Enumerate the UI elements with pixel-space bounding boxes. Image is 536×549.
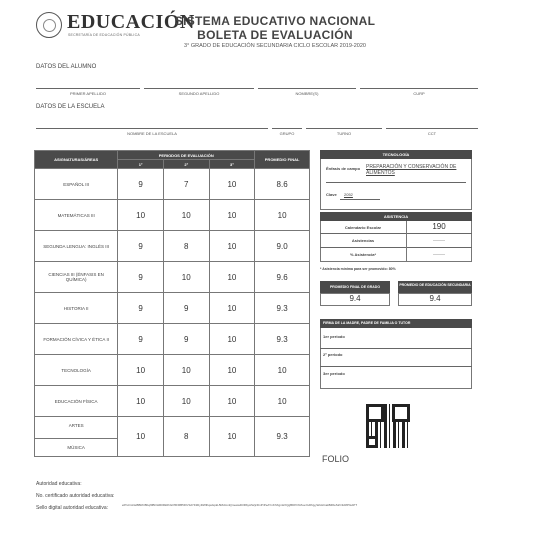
grade-period-2: 10 <box>163 262 209 293</box>
curp-caption: CURP <box>413 91 425 96</box>
turno-caption: TURNO <box>336 131 352 136</box>
porcentaje-value: ——— <box>433 251 445 256</box>
porcentaje-label: % Asistencia* <box>349 252 377 257</box>
certificado-autoridad: No. certificado autoridad educativa: <box>36 493 115 499</box>
asistencia-note: * Asistencia mínima para ser promovido: 80% <box>320 267 396 271</box>
final-grade: 9.3 <box>255 293 310 324</box>
sello-digital-label: Sello digital autoridad educativa: <box>36 505 108 511</box>
final-grade: 10 <box>255 355 310 386</box>
final-grade: 9.6 <box>255 262 310 293</box>
final-grade: 9.3 <box>255 417 310 457</box>
nombre-line <box>258 88 356 89</box>
subject-name: SEGUNDA LENGUA: INGLÉS III <box>35 231 118 262</box>
final-grade: 10 <box>255 200 310 231</box>
asistencia-column-divider <box>406 221 407 262</box>
promedio-secundaria-value: 9.4 <box>429 294 441 303</box>
calendario-value: 190 <box>432 222 446 231</box>
firma-box <box>320 319 472 389</box>
nombre-escuela-caption: NOMBRE DE LA ESCUELA <box>127 131 177 136</box>
asistencia-divider-1 <box>320 233 472 234</box>
grupo-line <box>272 128 302 129</box>
folio-label: FOLIO <box>322 454 350 464</box>
grade-period-1: 9 <box>118 231 164 262</box>
firma-divider-1 <box>320 348 472 349</box>
grade-period-2: 7 <box>163 169 209 200</box>
asistencia-title: ASISTENCIA <box>320 212 472 221</box>
subject-musica: MÚSICA <box>67 445 85 450</box>
grade-period-1: 10 <box>118 417 164 457</box>
subject-artes: ARTES <box>68 423 84 428</box>
grade-period-2: 8 <box>163 417 209 457</box>
tecnologia-box <box>320 150 472 210</box>
table-row <box>35 262 310 293</box>
cct-line <box>386 128 478 129</box>
grade-period-3: 10 <box>209 169 255 200</box>
logo-subtitle: SECRETARÍA DE EDUCACIÓN PÚBLICA <box>68 33 140 37</box>
subject-name: MATEMÁTICAS III <box>35 200 118 231</box>
grade-period-3: 10 <box>209 417 255 457</box>
table-row <box>35 200 310 231</box>
subject-name: CIENCIAS III (ÉNFASIS EN QUÍMICA) <box>35 262 118 293</box>
clave-label: Clave <box>326 192 337 197</box>
grade-period-3: 10 <box>209 200 255 231</box>
grade-period-1: 9 <box>118 169 164 200</box>
grade-period-3: 10 <box>209 386 255 417</box>
grade-period-3: 10 <box>209 293 255 324</box>
grade-period-2: 10 <box>163 200 209 231</box>
primer-apellido-line <box>36 88 140 89</box>
table-row <box>35 293 310 324</box>
firma-periodo-1: 1er periodo <box>323 334 345 339</box>
promedio-secundaria-label: PROMEDIO DE EDUCACIÓN SECUNDARIA <box>398 281 472 293</box>
grade-period-2: 9 <box>163 324 209 355</box>
enfasis-label: Énfasis de campo <box>326 166 361 171</box>
government-seal-icon <box>36 12 62 38</box>
clave-underline <box>340 199 380 200</box>
tecnologia-title: TECNOLOGÍA <box>320 150 472 159</box>
turno-line <box>306 128 382 129</box>
calendario-label: Calendario Escolar <box>344 225 382 230</box>
segundo-apellido-caption: SEGUNDO APELLIDO <box>178 91 220 96</box>
subject-name: EDUCACIÓN FÍSICA <box>35 386 118 417</box>
subject-name: TECNOLOGÍA <box>35 355 118 386</box>
subject-name: ESPAÑOL III <box>35 169 118 200</box>
table-row <box>35 324 310 355</box>
escuela-section-title: DATOS DE LA ESCUELA <box>36 104 105 110</box>
grade-period-2: 10 <box>163 355 209 386</box>
promedio-grado-value: 9.4 <box>349 294 361 303</box>
period-3-header: 3° <box>209 160 255 169</box>
grupo-caption: GRUPO <box>279 131 295 136</box>
subject-column-header: ASIGNATURAS/ÁREAS <box>35 151 118 169</box>
header-line-3: 3° GRADO DE EDUCACIÓN SECUNDARIA CICLO ESCOLAR 2019-2020 <box>184 43 366 49</box>
qr-code-corner <box>366 436 378 448</box>
final-grade: 10 <box>255 386 310 417</box>
grade-period-1: 10 <box>118 200 164 231</box>
grades-table <box>34 150 310 457</box>
grade-period-2: 8 <box>163 231 209 262</box>
cct-caption: CCT <box>427 131 437 136</box>
table-row <box>35 355 310 386</box>
final-column-header: PROMEDIO FINAL <box>255 151 310 169</box>
subject-name <box>35 417 118 457</box>
table-row <box>35 417 310 457</box>
final-grade: 9.3 <box>255 324 310 355</box>
grade-period-1: 9 <box>118 293 164 324</box>
grade-period-3: 10 <box>209 355 255 386</box>
enfasis-value: PREPARACIÓN Y CONSERVACIÓN DE ALIMENTOS <box>366 164 457 176</box>
firma-title: FIRMA DE LA MADRE, PADRE DE FAMILIA O TUTOR <box>320 319 472 328</box>
grade-period-1: 9 <box>118 324 164 355</box>
autoridad-educativa: Autoridad educativa: <box>36 481 82 487</box>
table-row <box>35 169 310 200</box>
grade-period-1: 9 <box>118 262 164 293</box>
grade-period-1: 10 <box>118 355 164 386</box>
final-grade: 8.6 <box>255 169 310 200</box>
logo-text: EDUCACIÓN <box>67 11 195 33</box>
promedio-grado-label: PROMEDIO FINAL DE GRADO <box>320 281 390 293</box>
period-1-header: 1° <box>118 160 164 169</box>
grade-period-1: 10 <box>118 386 164 417</box>
clave-value: 2052 <box>344 192 353 197</box>
final-grade: 9.0 <box>255 231 310 262</box>
grade-period-3: 10 <box>209 262 255 293</box>
asistencias-value: ——— <box>433 237 445 242</box>
grade-period-3: 10 <box>209 324 255 355</box>
nombre-caption: NOMBRE(S) <box>295 91 319 96</box>
sello-digital-value: ePrHrmOeBBRCBbqf0BOHR0Rk0hGO5FRB5FhrS2743DyDWlKqaGpkL5MdmxtQmeawD3RbyAS2jcDnPrPeAYnKhXgmkXQgBDPrrRAveYeDfqyyWoHCakBZtfeS2C3A8PGAPT <box>122 503 358 507</box>
firma-periodo-2: 2º periodo <box>323 352 343 357</box>
grade-period-2: 10 <box>163 386 209 417</box>
subject-name: FORMACIÓN CÍVICA Y ÉTICA II <box>35 324 118 355</box>
periods-column-header: PERIODOS DE EVALUACIÓN <box>118 151 255 160</box>
curp-line <box>360 88 478 89</box>
asistencias-label: Asistencias <box>351 238 375 243</box>
asistencia-divider-2 <box>320 247 472 248</box>
nombre-escuela-line <box>36 128 268 129</box>
primer-apellido-caption: PRIMER APELLIDO <box>69 91 106 96</box>
table-row <box>35 231 310 262</box>
header-line-2: BOLETA DE EVALUACIÓN <box>197 28 353 42</box>
firma-divider-2 <box>320 366 472 367</box>
enfasis-underline <box>326 182 466 183</box>
alumno-section-title: DATOS DEL ALUMNO <box>36 64 97 70</box>
grade-period-2: 9 <box>163 293 209 324</box>
period-2-header: 2° <box>163 160 209 169</box>
subject-name: HISTORIA II <box>35 293 118 324</box>
grade-period-3: 10 <box>209 231 255 262</box>
segundo-apellido-line <box>144 88 254 89</box>
header-line-1: SISTEMA EDUCATIVO NACIONAL <box>174 14 376 28</box>
firma-periodo-3: 3er periodo <box>323 371 345 376</box>
table-row <box>35 386 310 417</box>
